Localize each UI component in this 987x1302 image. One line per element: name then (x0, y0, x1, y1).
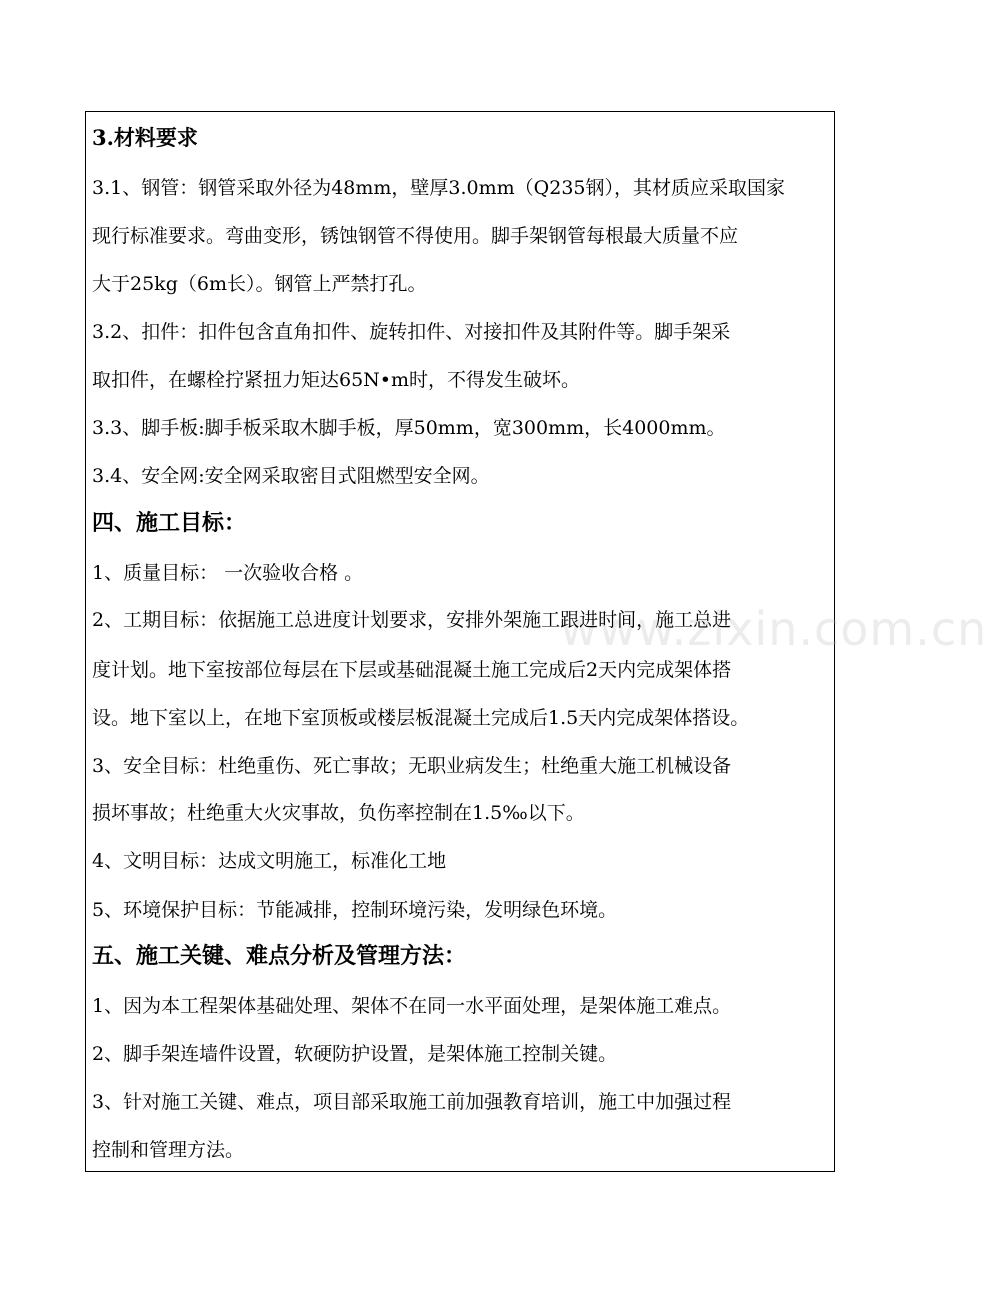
paragraph-line: 大于25kg（6m长）。钢管上严禁打孔。 (92, 273, 427, 295)
paragraph-line: 设。地下室以上，在地下室顶板或楼层板混凝土完成后1.5天内完成架体搭设。 (92, 707, 750, 729)
paragraph-line: 3.4、安全网:安全网采取密目式阻燃型安全网。 (92, 465, 490, 487)
paragraph-line: 3、针对施工关键、难点，项目部采取施工前加强教育培训，施工中加强过程 (92, 1091, 732, 1113)
watermark: www.zixin.com.cn (560, 602, 987, 656)
paragraph-line: 控制和管理方法。 (92, 1139, 245, 1161)
paragraph-line: 3、安全目标：杜绝重伤、死亡事故；无职业病发生；杜绝重大施工机械设备 (92, 755, 732, 777)
paragraph-line: 3.3、脚手板:脚手板采取木脚手板，厚50mm，宽300mm，长4000mm。 (92, 417, 726, 439)
paragraph-line: 2、工期目标：依据施工总进度计划要求，安排外架施工跟进时间，施工总进 (92, 609, 732, 631)
paragraph-line: 5、环境保护目标：节能减排，控制环境污染，发明绿色环境。 (92, 899, 618, 921)
section-heading-key-points: 五、施工关键、难点分析及管理方法： (92, 943, 467, 969)
paragraph-line: 3.1、钢管：钢管采取外径为48mm，壁厚3.0mm（Q235钢），其材质应采取国家 (92, 177, 786, 199)
paragraph-line: 现行标准要求。弯曲变形，锈蚀钢管不得使用。脚手架钢管每根最大质量不应 (92, 225, 739, 247)
paragraph-line: 1、质量目标： 一次验收合格 。 (92, 562, 364, 584)
section-heading-goals: 四、施工目标： (92, 510, 247, 536)
paragraph-line: 4、文明目标：达成文明施工，标准化工地 (92, 850, 447, 872)
paragraph-line: 损坏事故；杜绝重大火灾事故，负伤率控制在1.5‰以下。 (92, 802, 585, 824)
paragraph-line: 度计划。地下室按部位每层在下层或基础混凝土施工完成后2天内完成架体搭 (92, 659, 732, 681)
section-heading-materials: 3.材料要求 (92, 125, 198, 150)
paragraph-line: 1、因为本工程架体基础处理、架体不在同一水平面处理，是架体施工难点。 (92, 995, 732, 1017)
paragraph-line: 2、脚手架连墙件设置，软硬防护设置，是架体施工控制关键。 (92, 1043, 618, 1065)
paragraph-line: 取扣件，在螺栓拧紧扭力矩达65N•m时，不得发生破坏。 (92, 369, 581, 391)
paragraph-line: 3.2、扣件：扣件包含直角扣件、旋转扣件、对接扣件及其附件等。脚手架采 (92, 321, 731, 343)
